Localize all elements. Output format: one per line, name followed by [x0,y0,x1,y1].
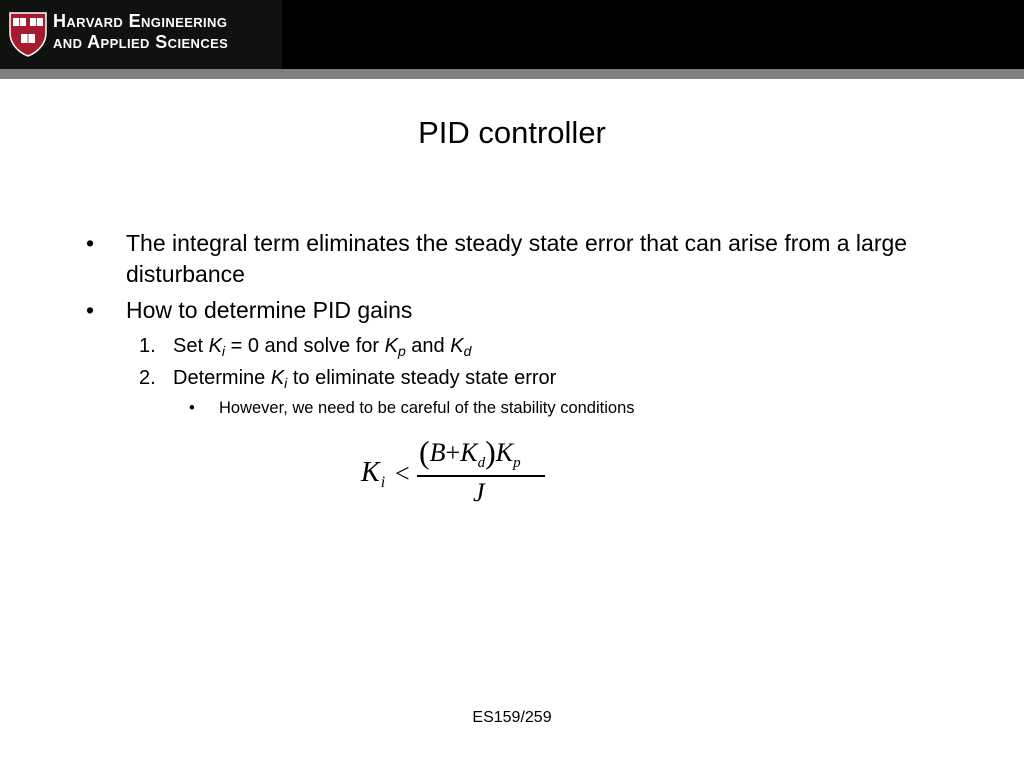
stability-equation [355,430,555,520]
symbol-subscript: p [397,343,406,360]
sub-bullet-marker: • [189,399,195,417]
bullet-text: The integral term eliminates the steady state error that can arise from a large disturbance [126,230,908,287]
equation-denominator: J [473,478,485,507]
symbol-k: K [450,335,464,357]
equation-close-paren: ) [485,434,496,470]
brand-line-1: Harvard Engineering [53,11,228,31]
equation-lhs-symbol: K [361,457,380,488]
equation-kp-subscript: p [513,455,521,471]
step-number: 1. [139,335,156,357]
equation-plus: + [445,438,461,467]
step-text: = 0 and solve for [225,335,385,357]
sub-bullet-item [189,397,635,419]
equation-numerator [419,432,521,469]
step-text: and [405,335,451,357]
equation-kd-subscript: d [477,455,486,471]
equation-b: B [429,438,446,467]
step-text: Determine [173,367,271,389]
numbered-step [139,365,557,392]
symbol-k: K [270,367,285,389]
equation-kd-symbol: K [460,438,478,467]
bullet-item [86,295,946,326]
symbol-subscript: i [284,375,288,392]
harvard-shield-icon [8,11,48,57]
footer-course-code: ES159/259 [472,709,552,726]
step-number: 2. [139,367,156,389]
symbol-subscript: d [463,343,472,360]
step-text: to eliminate steady state error [287,367,557,389]
symbol-subscript: i [221,343,226,360]
slide-title: PID controller [418,115,606,150]
equation-open-paren: ( [419,434,430,470]
equation-relation: < [395,459,410,488]
bullet-item [86,228,946,290]
equation-lhs [361,457,384,489]
numbered-step [139,333,472,360]
header-rule [0,69,1024,79]
step-text: Set [173,335,209,357]
sub-bullet-text: However, we need to be careful of the stability conditions [219,399,635,417]
equation-lhs-subscript: i [380,474,386,491]
brand-line-2: and Applied Sciences [53,32,229,52]
brand-block [0,0,282,69]
bullet-marker: • [86,297,95,323]
symbol-k: K [208,335,222,357]
bullet-marker: • [86,230,95,256]
equation-kp-symbol: K [495,438,514,467]
fraction-bar [417,475,545,477]
symbol-k: K [384,335,398,357]
brand-wordmark [53,11,228,53]
bullet-text: How to determine PID gains [126,297,413,323]
